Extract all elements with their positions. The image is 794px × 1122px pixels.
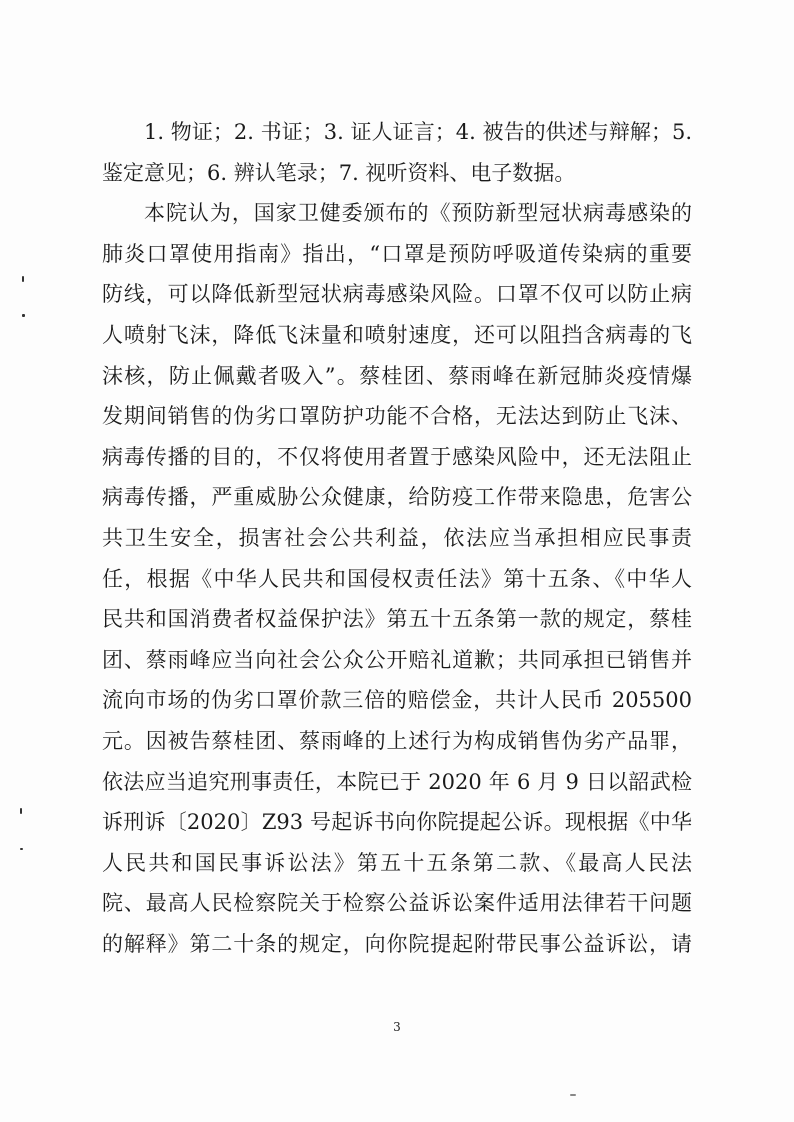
text-line: 团、蔡雨峰应当向社会公众公开赔礼道歉；共同承担已销售并	[102, 647, 692, 672]
text-line: 发期间销售的伪劣口罩防护功能不合格，无法达到防止飞沫、	[102, 404, 692, 429]
body-text	[102, 112, 692, 964]
text-line: 院、最高人民检察院关于检察公益诉讼案件适用法律若干问题	[102, 891, 692, 916]
text-line: 防线，可以降低新型冠状病毒感染风险。口罩不仅可以防止病	[102, 282, 692, 307]
text-line: 的解释》第二十条的规定，向你院提起附带民事公益诉讼，请	[102, 931, 692, 956]
scan-speck-2	[22, 314, 25, 317]
text-line: 肺炎口罩使用指南》指出，“口罩是预防呼吸道传染病的重要	[102, 241, 692, 266]
text-line: 元。因被告蔡桂团、蔡雨峰的上述行为构成销售伪劣产品罪，	[102, 728, 692, 753]
scan-speck-1	[22, 276, 24, 282]
text-line: 本院认为，国家卫健委颁布的《预防新型冠状病毒感染的	[144, 201, 692, 226]
text-line: 病毒传播的目的，不仅将使用者置于感染风险中，还无法阻止	[102, 444, 692, 469]
text-line: 依法应当追究刑事责任，本院已于 2020 年 6 月 9 日以韶武检	[102, 769, 692, 794]
text-line: 民共和国消费者权益保护法》第五十五条第一款的规定，蔡桂	[102, 607, 692, 632]
scan-speck-3	[20, 808, 22, 814]
text-line: 1. 物证；2. 书证；3. 证人证言；4. 被告的供述与辩解；5.	[144, 120, 692, 144]
text-line: 沫核，防止佩戴者吸入”。蔡桂团、蔡雨峰在新冠肺炎疫情爆	[102, 363, 692, 388]
page-number: 3	[393, 1020, 401, 1034]
text-line: 人喷射飞沫，降低飞沫量和喷射速度，还可以阻挡含病毒的飞	[102, 322, 692, 347]
text-line: 任，根据《中华人民共和国侵权责任法》第十五条、《中华人	[102, 566, 692, 591]
text-line: 共卫生安全，损害社会公共利益，依法应当承担相应民事责	[102, 525, 692, 550]
text-line: 人民共和国民事诉讼法》第五十五条第二款、《最高人民法	[102, 850, 692, 875]
text-line: 诉刑诉〔2020〕Z93 号起诉书向你院提起公诉。现根据《中华	[102, 810, 692, 835]
scan-speck-4	[20, 848, 23, 850]
text-line: 流向市场的伪劣口罩价款三倍的赔偿金，共计人民币 205500	[102, 688, 692, 713]
text-line: 鉴定意见；6. 辨认笔录；7. 视听资料、电子数据。	[102, 160, 576, 185]
scan-speck-5	[570, 1094, 576, 1096]
text-line: 病毒传播，严重威胁公众健康，给防疫工作带来隐患，危害公	[102, 485, 692, 510]
